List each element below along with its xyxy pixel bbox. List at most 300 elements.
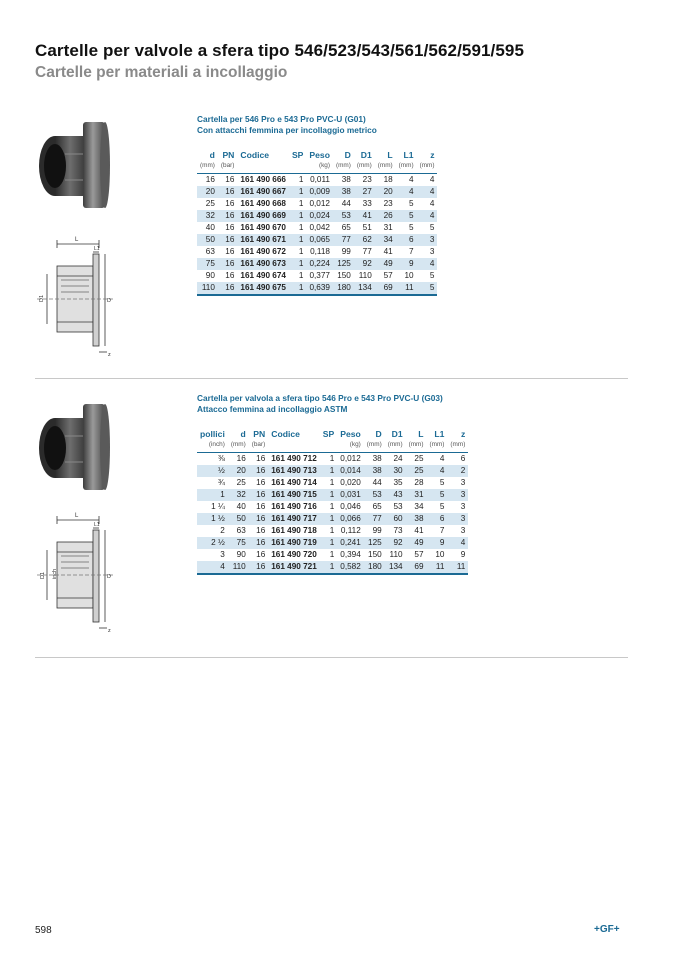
column-unit — [237, 160, 289, 174]
article-code-cell: 161 490 674 — [240, 271, 286, 280]
table-cell: 0,011 — [310, 175, 330, 184]
table-cell: 35 — [393, 478, 403, 487]
table-cell: 9 — [460, 550, 466, 559]
table-cell: 180 — [364, 561, 385, 574]
table-cell: 16 — [249, 489, 269, 501]
article-code-cell: 161 490 675 — [237, 282, 289, 295]
table-cell: 77 — [333, 234, 354, 246]
table-cell: 1 — [320, 561, 337, 574]
table-cell: 0,031 — [337, 489, 364, 501]
table-cell: 53 — [393, 502, 403, 511]
table-cell: 31 — [383, 223, 393, 232]
table-cell: 23 — [383, 199, 393, 208]
table-cell: ¾ — [218, 478, 225, 487]
table-cell: 41 — [354, 210, 375, 222]
column-unit — [268, 439, 320, 453]
table-cell: 3 — [417, 234, 438, 246]
table-cell: 1 — [197, 489, 228, 501]
table-cell: 9 — [396, 258, 417, 270]
article-code-cell: 161 490 717 — [268, 513, 320, 525]
table-cell: 1 — [329, 478, 335, 487]
table-cell: 3 — [460, 502, 466, 511]
table-cell: 43 — [385, 489, 406, 501]
table-row — [197, 270, 437, 282]
table-cell: 0,112 — [340, 526, 361, 535]
table-cell: 16 — [218, 282, 238, 295]
table-cell: 38 — [333, 186, 354, 198]
table-cell: 0,394 — [340, 550, 361, 559]
table-cell: ½ — [197, 465, 228, 477]
article-code-cell: 161 490 721 — [268, 561, 320, 574]
article-code-cell: 161 490 668 — [240, 199, 286, 208]
table-cell: 2 — [220, 526, 225, 535]
column-unit: (kg) — [337, 439, 364, 453]
table-cell: 5 — [427, 489, 448, 501]
table-cell: 3 — [460, 526, 466, 535]
table-cell: 0,066 — [337, 513, 364, 525]
column-header: D — [344, 149, 351, 160]
table-row — [197, 525, 468, 537]
article-code-cell: 161 490 666 — [240, 175, 286, 184]
table-cell: 49 — [375, 258, 396, 270]
table-cell: 1 — [289, 210, 306, 222]
table-cell: 1 — [329, 550, 335, 559]
flange-technical-drawing — [35, 234, 115, 360]
table-cell: 134 — [354, 282, 375, 295]
table-cell: 3 — [447, 489, 468, 501]
table-cell: 16 — [225, 199, 235, 208]
table-cell: 41 — [414, 526, 424, 535]
table-cell: 90 — [236, 550, 246, 559]
table-cell: 4 — [447, 537, 468, 549]
article-code-cell: 161 490 715 — [268, 489, 320, 501]
table-cell: 1 — [329, 502, 335, 511]
column-unit: (mm) — [427, 439, 448, 453]
table-cell: 16 — [218, 186, 238, 198]
table-cell: 4 — [429, 199, 435, 208]
table-row — [197, 501, 468, 513]
column-header: z — [461, 428, 466, 439]
article-code-cell: 161 490 716 — [271, 502, 317, 511]
section-divider — [35, 378, 628, 379]
table-row — [197, 477, 468, 489]
table-cell: 150 — [368, 550, 382, 559]
table-cell: 28 — [414, 478, 424, 487]
column-unit: (bar) — [249, 439, 269, 453]
table-cell: 0,012 — [309, 199, 330, 208]
table-cell: 65 — [341, 223, 351, 232]
table-cell: 40 — [236, 502, 246, 511]
column-header: z — [430, 149, 435, 160]
table-cell: 38 — [364, 465, 385, 477]
column-header: Codice — [271, 428, 300, 439]
table-cell: 0,020 — [340, 478, 361, 487]
table-cell: 1 — [320, 489, 337, 501]
table2-caption-line2: Attacco femmina ad incollaggio ASTM — [197, 403, 348, 414]
table-cell: 16 — [256, 454, 266, 463]
table-cell: 16 — [256, 526, 266, 535]
column-header: SP — [322, 428, 335, 439]
table-cell: 41 — [383, 247, 393, 256]
table-cell: 16 — [225, 247, 235, 256]
table-row — [197, 174, 437, 187]
table-cell: 3 — [429, 247, 435, 256]
table-cell: 0,224 — [306, 258, 333, 270]
flange-product-photo — [35, 396, 113, 492]
table-cell: 63 — [236, 526, 246, 535]
table-cell: 4 — [417, 186, 438, 198]
table-cell: 150 — [337, 271, 351, 280]
table-cell: 16 — [225, 175, 235, 184]
dim-L1-label: L1 — [94, 246, 100, 252]
dim-D1-label: D1 — [39, 294, 45, 302]
table-cell: 0,377 — [309, 271, 330, 280]
table-cell: 110 — [358, 271, 372, 280]
gf-logo: +GF+ — [594, 924, 620, 935]
column-header: L — [418, 428, 424, 439]
table-row — [197, 234, 437, 246]
table-cell: 4 — [429, 175, 435, 184]
table-cell: 5 — [417, 282, 438, 295]
table-cell: 5 — [429, 271, 435, 280]
table-row — [197, 561, 468, 574]
table-cell: 5 — [439, 502, 445, 511]
column-unit — [320, 439, 337, 453]
table-cell: 0,118 — [310, 247, 330, 256]
column-header: D1 — [391, 428, 403, 439]
article-code-cell: 161 490 714 — [271, 478, 317, 487]
table-cell: 92 — [354, 258, 375, 270]
article-code-cell: 161 490 718 — [271, 526, 317, 535]
table-cell: 44 — [341, 199, 351, 208]
column-unit: (mm) — [354, 160, 375, 174]
table-cell: 1 — [298, 175, 304, 184]
table-cell: 26 — [375, 210, 396, 222]
table-cell: 99 — [341, 247, 351, 256]
column-header: d — [209, 149, 215, 160]
table-cell: 1 — [298, 271, 304, 280]
table1-caption — [197, 114, 437, 135]
column-unit: (mm) — [333, 160, 354, 174]
table-cell: 77 — [362, 247, 372, 256]
table-cell: 0,042 — [309, 223, 330, 232]
table-cell: 57 — [383, 271, 393, 280]
table-cell: 0,009 — [306, 186, 333, 198]
column-header: PN — [222, 149, 235, 160]
table-cell: 3 — [447, 513, 468, 525]
table-cell: 9 — [427, 537, 448, 549]
dim-L1-label: L1 — [94, 522, 100, 528]
table-cell: 16 — [256, 502, 266, 511]
table-cell: 16 — [218, 210, 238, 222]
table-cell: 16 — [218, 258, 238, 270]
column-unit: (mm) — [396, 160, 417, 174]
table-cell: 4 — [409, 175, 414, 184]
table-cell: 75 — [197, 258, 218, 270]
table1-caption-line1: Cartella per 546 Pro e 543 Pro PVC-U (G01) — [197, 114, 366, 124]
table-cell: 92 — [385, 537, 406, 549]
column-header: D1 — [360, 149, 372, 160]
table-cell: 0,582 — [337, 561, 364, 574]
table-cell: 34 — [375, 234, 396, 246]
table-cell: 10 — [435, 550, 445, 559]
column-unit: (mm) — [375, 160, 396, 174]
column-header: Peso — [340, 428, 361, 439]
table-cell: 33 — [362, 199, 372, 208]
dim-z-label: z — [108, 628, 111, 634]
column-unit: (mm) — [228, 439, 249, 453]
column-header: D — [375, 428, 382, 439]
table-cell: 6 — [396, 234, 417, 246]
table-cell: 20 — [375, 186, 396, 198]
table-cell: 38 — [372, 454, 382, 463]
table-cell: 73 — [393, 526, 403, 535]
page-number: 598 — [35, 925, 52, 936]
table-cell: 125 — [333, 258, 354, 270]
table-cell: 6 — [460, 454, 466, 463]
table-cell: 32 — [228, 489, 249, 501]
table-cell: 32 — [197, 210, 218, 222]
table-cell: 0,639 — [306, 282, 333, 295]
table-cell: 11 — [447, 561, 468, 574]
table-cell: 0,024 — [306, 210, 333, 222]
table-cell: 30 — [385, 465, 406, 477]
table-row — [197, 198, 437, 210]
table-cell: 125 — [364, 537, 385, 549]
table2-units-row — [197, 439, 468, 453]
article-code-cell: 161 490 670 — [240, 223, 286, 232]
table-cell: 2 ½ — [197, 537, 228, 549]
column-header: Peso — [309, 149, 330, 160]
column-header: L — [387, 149, 393, 160]
column-unit: (kg) — [306, 160, 333, 174]
page-title: Cartelle per valvole a sfera tipo 546/523/543/561/562/591/595 — [35, 41, 525, 60]
article-code-cell: 161 490 719 — [268, 537, 320, 549]
column-unit: (mm) — [447, 439, 468, 453]
table-cell: 20 — [197, 186, 218, 198]
table-cell: 51 — [362, 223, 372, 232]
column-unit: (mm) — [364, 439, 385, 453]
table-row — [197, 222, 437, 234]
table-cell: 110 — [228, 561, 249, 574]
table2-caption-line1: Cartella per valvola a sfera tipo 546 Pro e 543 Pro PVC-U (G03) — [197, 393, 443, 403]
dim-D1-label: D1 — [40, 571, 46, 579]
table-cell: 11 — [396, 282, 417, 295]
table-cell: 4 — [439, 454, 445, 463]
dim-D-label: D — [107, 574, 111, 580]
table-cell: 1 — [320, 465, 337, 477]
table-cell: 49 — [406, 537, 427, 549]
table-cell: 99 — [372, 526, 382, 535]
dim-inch-label: inch — [52, 568, 58, 579]
table-cell: 6 — [427, 513, 448, 525]
column-unit: (mm) — [197, 160, 218, 174]
table-cell: 0,012 — [340, 454, 361, 463]
table-cell: 0,014 — [337, 465, 364, 477]
table-cell: 63 — [205, 247, 215, 256]
column-header: Codice — [240, 149, 270, 160]
table-cell: 31 — [406, 489, 427, 501]
table1-header-row — [197, 149, 437, 160]
table2-caption — [197, 393, 468, 414]
table-cell: 25 — [205, 199, 215, 208]
table-cell: ⅜ — [218, 454, 225, 463]
table-row — [197, 210, 437, 222]
table-cell: 1 — [320, 513, 337, 525]
table-cell: 27 — [354, 186, 375, 198]
table-row — [197, 513, 468, 525]
article-code-cell: 161 490 720 — [271, 550, 317, 559]
column-header: L1 — [434, 428, 445, 439]
table-cell: 134 — [385, 561, 406, 574]
dim-L-label: L — [75, 237, 79, 243]
article-code-cell: 161 490 669 — [237, 210, 289, 222]
table-cell: 4 — [197, 561, 228, 574]
table-cell: 5 — [396, 210, 417, 222]
table-cell: 90 — [205, 271, 215, 280]
table-cell: 69 — [375, 282, 396, 295]
table-cell: 7 — [439, 526, 445, 535]
table-cell: 69 — [406, 561, 427, 574]
table-cell: 5 — [409, 199, 414, 208]
table-cell: 77 — [364, 513, 385, 525]
table-cell: 16 — [249, 537, 269, 549]
table-cell: 18 — [383, 175, 393, 184]
table-g03 — [197, 428, 468, 575]
table-cell: 50 — [228, 513, 249, 525]
table-cell: 16 — [249, 513, 269, 525]
table-cell: 3 — [460, 478, 466, 487]
table-cell: 1 — [298, 223, 304, 232]
table1-caption-line2: Con attacchi femmina per incollaggio metrico — [197, 124, 377, 135]
table-cell: 40 — [205, 223, 215, 232]
table-cell: 38 — [406, 513, 427, 525]
table-cell: 1 ¼ — [211, 502, 225, 511]
table-g01 — [197, 149, 437, 296]
table-cell: 20 — [228, 465, 249, 477]
table-cell: 16 — [218, 234, 238, 246]
article-code-cell: 161 490 712 — [271, 454, 317, 463]
table-cell: 2 — [447, 465, 468, 477]
dim-L-label: L — [75, 513, 79, 519]
table-cell: 57 — [414, 550, 424, 559]
table-cell: 53 — [333, 210, 354, 222]
table-cell: 1 — [298, 247, 304, 256]
table-cell: 25 — [414, 454, 424, 463]
article-code-cell: 161 490 671 — [237, 234, 289, 246]
table-cell: 38 — [341, 175, 351, 184]
column-header: SP — [291, 149, 304, 160]
dim-D-label: D — [107, 298, 111, 304]
table-cell: 0,065 — [306, 234, 333, 246]
table-cell: 1 — [289, 258, 306, 270]
table-cell: 16 — [236, 454, 246, 463]
table-cell: 25 — [236, 478, 246, 487]
table-cell: 16 — [205, 175, 215, 184]
table-cell: 4 — [417, 210, 438, 222]
table-cell: 10 — [404, 271, 414, 280]
column-unit: (bar) — [218, 160, 238, 174]
column-header: d — [240, 428, 246, 439]
table-cell: 1 — [289, 282, 306, 295]
table-cell: 44 — [372, 478, 382, 487]
table-cell: 60 — [385, 513, 406, 525]
table-cell: 65 — [372, 502, 382, 511]
table-cell: 53 — [364, 489, 385, 501]
column-header: PN — [253, 428, 266, 439]
article-code-cell: 161 490 713 — [268, 465, 320, 477]
table-cell: 7 — [409, 247, 414, 256]
table-row — [197, 186, 437, 198]
table-cell: 1 — [320, 537, 337, 549]
table-row — [197, 465, 468, 477]
table-cell: 5 — [409, 223, 414, 232]
table-cell: 34 — [414, 502, 424, 511]
table-cell: 75 — [228, 537, 249, 549]
table-cell: 1 — [289, 186, 306, 198]
table-cell: 4 — [396, 186, 417, 198]
table-row — [197, 537, 468, 549]
table-cell: 5 — [439, 478, 445, 487]
table-row — [197, 453, 468, 466]
article-code-cell: 161 490 673 — [237, 258, 289, 270]
flange-product-photo — [35, 114, 113, 210]
flange-technical-drawing — [35, 510, 115, 636]
table-cell: 4 — [417, 258, 438, 270]
column-header: L1 — [403, 149, 414, 160]
table-cell: 1 — [298, 199, 304, 208]
table-cell: 110 — [389, 550, 403, 559]
table-cell: 110 — [197, 282, 218, 295]
table-cell: 62 — [354, 234, 375, 246]
table-cell: 4 — [427, 465, 448, 477]
table-cell: 16 — [249, 465, 269, 477]
table-row — [197, 549, 468, 561]
table-cell: 24 — [393, 454, 403, 463]
table-cell: 3 — [220, 550, 225, 559]
table-cell: 0,241 — [337, 537, 364, 549]
table-cell: 23 — [362, 175, 372, 184]
article-code-cell: 161 490 667 — [237, 186, 289, 198]
column-unit: (inch) — [197, 439, 228, 453]
column-unit — [289, 160, 306, 174]
table1-units-row — [197, 160, 437, 174]
section-divider — [35, 657, 628, 658]
table-cell: 1 — [289, 234, 306, 246]
table-cell: 16 — [256, 478, 266, 487]
dim-z-label: z — [108, 352, 111, 358]
table-cell: 16 — [225, 271, 235, 280]
table-cell: 25 — [406, 465, 427, 477]
table-row — [197, 246, 437, 258]
table-cell: 5 — [429, 223, 435, 232]
table-cell: 50 — [197, 234, 218, 246]
table-cell: 1 — [329, 526, 335, 535]
table-cell: 1 — [329, 454, 335, 463]
table-cell: 16 — [225, 223, 235, 232]
column-unit: (mm) — [385, 439, 406, 453]
column-unit: (mm) — [417, 160, 438, 174]
table-cell: 1 ½ — [197, 513, 228, 525]
table-cell: 11 — [427, 561, 448, 574]
table-cell: 180 — [333, 282, 354, 295]
table-cell: 0,046 — [340, 502, 361, 511]
table-cell: 16 — [249, 561, 269, 574]
column-header: pollici — [200, 428, 225, 439]
table2-header-row — [197, 428, 468, 439]
page-subtitle: Cartelle per materiali a incollaggio — [35, 64, 288, 81]
column-unit: (mm) — [406, 439, 427, 453]
